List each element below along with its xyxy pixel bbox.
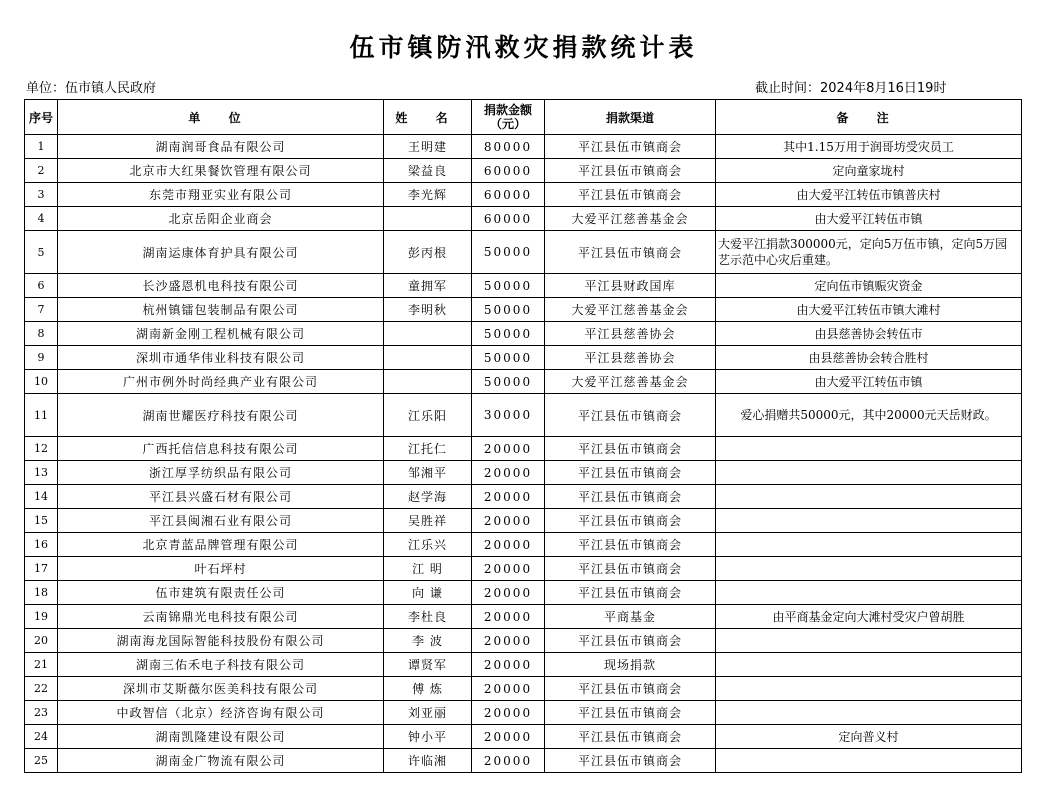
row-channel: 现场捐款	[545, 653, 716, 677]
table-row	[25, 533, 1022, 557]
row-channel: 平江县伍市镇商会	[545, 749, 716, 773]
row-channel: 平江县伍市镇商会	[545, 135, 716, 159]
row-channel: 平江县伍市镇商会	[545, 677, 716, 701]
row-channel: 大爱平江慈善基金会	[545, 370, 716, 394]
row-unit: 平江县兴盛石材有限公司	[58, 485, 384, 509]
row-amount: 50000	[472, 370, 545, 394]
row-remark: 由县慈善协会转合胜村	[716, 346, 1022, 370]
row-channel: 平江县伍市镇商会	[545, 509, 716, 533]
row-name: 李杜良	[384, 605, 472, 629]
row-amount: 20000	[472, 581, 545, 605]
row-no: 21	[25, 653, 58, 677]
row-no: 14	[25, 485, 58, 509]
row-remark	[716, 437, 1022, 461]
row-channel: 平江县伍市镇商会	[545, 629, 716, 653]
row-channel: 平江县伍市镇商会	[545, 437, 716, 461]
table-row	[25, 749, 1022, 773]
row-unit: 北京青蓝品牌管理有限公司	[58, 533, 384, 557]
row-amount: 20000	[472, 461, 545, 485]
row-amount: 20000	[472, 653, 545, 677]
table-row	[25, 677, 1022, 701]
row-amount: 50000	[472, 322, 545, 346]
row-name	[384, 322, 472, 346]
page-title: 伍市镇防汛救灾捐款统计表	[349, 33, 698, 62]
row-no: 16	[25, 533, 58, 557]
row-remark: 由大爱平江转伍市镇大滩村	[716, 298, 1022, 322]
table-row	[25, 135, 1022, 159]
row-name: 刘亚丽	[384, 701, 472, 725]
row-remark	[716, 509, 1022, 533]
row-name: 李光辉	[384, 183, 472, 207]
row-remark: 爱心捐赠共50000元，其中20000元天岳财政。	[716, 394, 1022, 437]
table-row	[25, 370, 1022, 394]
row-no: 6	[25, 274, 58, 298]
row-amount: 50000	[472, 274, 545, 298]
row-amount: 20000	[472, 437, 545, 461]
row-name: 傅 炼	[384, 677, 472, 701]
row-unit: 湖南运康体育护具有限公司	[58, 231, 384, 274]
deadline-label: 截止时间：2024年8月16日19时	[755, 81, 947, 96]
header-name: 姓 名	[384, 100, 472, 135]
row-name: 钟小平	[384, 725, 472, 749]
table-row	[25, 183, 1022, 207]
row-channel: 平商基金	[545, 605, 716, 629]
row-name: 邹湘平	[384, 461, 472, 485]
row-unit: 长沙盛恩机电科技有限公司	[58, 274, 384, 298]
row-amount: 50000	[472, 346, 545, 370]
row-channel: 平江县伍市镇商会	[545, 557, 716, 581]
row-name: 梁益良	[384, 159, 472, 183]
row-amount: 20000	[472, 629, 545, 653]
row-name: 江乐兴	[384, 533, 472, 557]
row-unit: 湖南世耀医疗科技有限公司	[58, 394, 384, 437]
row-amount: 60000	[472, 207, 545, 231]
row-remark: 定向伍市镇赈灾资金	[716, 274, 1022, 298]
row-no: 11	[25, 394, 58, 437]
row-name: 童拥军	[384, 274, 472, 298]
header-no: 序号	[25, 100, 58, 135]
row-unit: 杭州镇镭包装制品有限公司	[58, 298, 384, 322]
row-channel: 大爱平江慈善基金会	[545, 298, 716, 322]
row-channel: 大爱平江慈善基金会	[545, 207, 716, 231]
row-no: 18	[25, 581, 58, 605]
row-no: 12	[25, 437, 58, 461]
row-amount: 20000	[472, 749, 545, 773]
row-channel: 平江县伍市镇商会	[545, 701, 716, 725]
row-remark	[716, 701, 1022, 725]
table-row	[25, 461, 1022, 485]
row-remark	[716, 485, 1022, 509]
row-no: 17	[25, 557, 58, 581]
row-remark	[716, 461, 1022, 485]
row-remark	[716, 629, 1022, 653]
row-no: 15	[25, 509, 58, 533]
row-unit: 湖南新金刚工程机械有限公司	[58, 322, 384, 346]
row-name: 赵学海	[384, 485, 472, 509]
row-no: 9	[25, 346, 58, 370]
row-no: 20	[25, 629, 58, 653]
row-no: 3	[25, 183, 58, 207]
header-unit: 单 位	[58, 100, 384, 135]
row-remark: 其中1.15万用于润哥坊受灾员工	[716, 135, 1022, 159]
row-name: 李明秋	[384, 298, 472, 322]
row-name: 谭贤军	[384, 653, 472, 677]
row-remark	[716, 581, 1022, 605]
row-amount: 50000	[472, 298, 545, 322]
row-channel: 平江县伍市镇商会	[545, 461, 716, 485]
table-row	[25, 581, 1022, 605]
row-remark	[716, 677, 1022, 701]
row-channel: 平江县伍市镇商会	[545, 581, 716, 605]
row-no: 5	[25, 231, 58, 274]
row-name: 许临湘	[384, 749, 472, 773]
row-name	[384, 207, 472, 231]
row-amount: 50000	[472, 231, 545, 274]
row-unit: 湖南金广物流有限公司	[58, 749, 384, 773]
row-unit: 叶石坪村	[58, 557, 384, 581]
row-unit: 中政智信（北京）经济咨询有限公司	[58, 701, 384, 725]
row-channel: 平江县伍市镇商会	[545, 231, 716, 274]
row-name	[384, 370, 472, 394]
row-no: 4	[25, 207, 58, 231]
row-unit: 湖南海龙国际智能科技股份有限公司	[58, 629, 384, 653]
row-unit: 云南锦鼎光电科技有限公司	[58, 605, 384, 629]
row-no: 13	[25, 461, 58, 485]
row-no: 7	[25, 298, 58, 322]
row-unit: 湖南润哥食品有限公司	[58, 135, 384, 159]
header-remark: 备 注	[716, 100, 1022, 135]
row-remark: 由县慈善协会转伍市	[716, 322, 1022, 346]
row-unit: 平江县闽湘石业有限公司	[58, 509, 384, 533]
row-remark: 定向普义村	[716, 725, 1022, 749]
header-row	[25, 100, 1022, 135]
row-amount: 20000	[472, 509, 545, 533]
table-row	[25, 346, 1022, 370]
row-remark	[716, 749, 1022, 773]
table-row	[25, 629, 1022, 653]
table-row	[25, 437, 1022, 461]
row-unit: 广州市例外时尚经典产业有限公司	[58, 370, 384, 394]
row-name: 彭丙根	[384, 231, 472, 274]
row-no: 10	[25, 370, 58, 394]
row-amount: 60000	[472, 183, 545, 207]
table-row	[25, 725, 1022, 749]
header-channel: 捐款渠道	[545, 100, 716, 135]
unit-label: 单位：伍市镇人民政府	[26, 81, 157, 96]
row-remark: 定向童家垅村	[716, 159, 1022, 183]
row-unit: 北京岳阳企业商会	[58, 207, 384, 231]
row-name: 江 明	[384, 557, 472, 581]
row-unit: 北京市大红果餐饮管理有限公司	[58, 159, 384, 183]
row-amount: 20000	[472, 533, 545, 557]
table-row	[25, 298, 1022, 322]
row-no: 22	[25, 677, 58, 701]
row-remark	[716, 533, 1022, 557]
row-no: 23	[25, 701, 58, 725]
row-unit: 深圳市通华伟业科技有限公司	[58, 346, 384, 370]
row-name: 吴胜祥	[384, 509, 472, 533]
row-remark: 由大爱平江转伍市镇	[716, 370, 1022, 394]
header-amount-line1: 捐款金额	[483, 103, 532, 117]
row-channel: 平江县伍市镇商会	[545, 394, 716, 437]
row-remark: 大爱平江捐款300000元，定向5万伍市镇，定向5万园艺示范中心灾后重建。	[716, 231, 1022, 274]
row-name: 李 波	[384, 629, 472, 653]
row-amount: 80000	[472, 135, 545, 159]
row-remark: 由大爱平江转伍市镇普庆村	[716, 183, 1022, 207]
row-channel: 平江县伍市镇商会	[545, 533, 716, 557]
table-row	[25, 509, 1022, 533]
row-channel: 平江县慈善协会	[545, 346, 716, 370]
table-row	[25, 159, 1022, 183]
row-name: 江托仁	[384, 437, 472, 461]
header-amount-line2: （元）	[489, 117, 526, 131]
row-unit: 湖南三佑禾电子科技有限公司	[58, 653, 384, 677]
row-remark: 由平商基金定向大滩村受灾户曾胡胜	[716, 605, 1022, 629]
row-channel: 平江县伍市镇商会	[545, 485, 716, 509]
row-amount: 20000	[472, 485, 545, 509]
table-row	[25, 231, 1022, 274]
donation-table	[24, 99, 1022, 773]
row-name: 江乐阳	[384, 394, 472, 437]
row-remark	[716, 557, 1022, 581]
table-row	[25, 653, 1022, 677]
row-channel: 平江县慈善协会	[545, 322, 716, 346]
row-no: 8	[25, 322, 58, 346]
row-channel: 平江县伍市镇商会	[545, 725, 716, 749]
row-amount: 20000	[472, 605, 545, 629]
row-unit: 广西托信信息科技有限公司	[58, 437, 384, 461]
table-row	[25, 605, 1022, 629]
table-row	[25, 274, 1022, 298]
table-row	[25, 394, 1022, 437]
row-no: 25	[25, 749, 58, 773]
header-amount	[472, 100, 545, 135]
table-row	[25, 557, 1022, 581]
row-channel: 平江县伍市镇商会	[545, 159, 716, 183]
row-no: 2	[25, 159, 58, 183]
row-amount: 60000	[472, 159, 545, 183]
row-unit: 深圳市艾斯薇尔医美科技有限公司	[58, 677, 384, 701]
row-remark: 由大爱平江转伍市镇	[716, 207, 1022, 231]
row-no: 19	[25, 605, 58, 629]
row-remark	[716, 653, 1022, 677]
table-row	[25, 207, 1022, 231]
row-amount: 20000	[472, 557, 545, 581]
table-row	[25, 701, 1022, 725]
row-unit: 浙江厚孚纺织品有限公司	[58, 461, 384, 485]
row-name: 王明建	[384, 135, 472, 159]
table-row	[25, 485, 1022, 509]
row-unit: 湖南凯隆建设有限公司	[58, 725, 384, 749]
row-channel: 平江县财政国库	[545, 274, 716, 298]
row-amount: 30000	[472, 394, 545, 437]
row-name: 向 谦	[384, 581, 472, 605]
table-row	[25, 322, 1022, 346]
row-no: 24	[25, 725, 58, 749]
row-unit: 伍市建筑有限责任公司	[58, 581, 384, 605]
row-name	[384, 346, 472, 370]
row-unit: 东莞市翔亚实业有限公司	[58, 183, 384, 207]
row-amount: 20000	[472, 701, 545, 725]
row-channel: 平江县伍市镇商会	[545, 183, 716, 207]
row-no: 1	[25, 135, 58, 159]
row-amount: 20000	[472, 677, 545, 701]
row-amount: 20000	[472, 725, 545, 749]
